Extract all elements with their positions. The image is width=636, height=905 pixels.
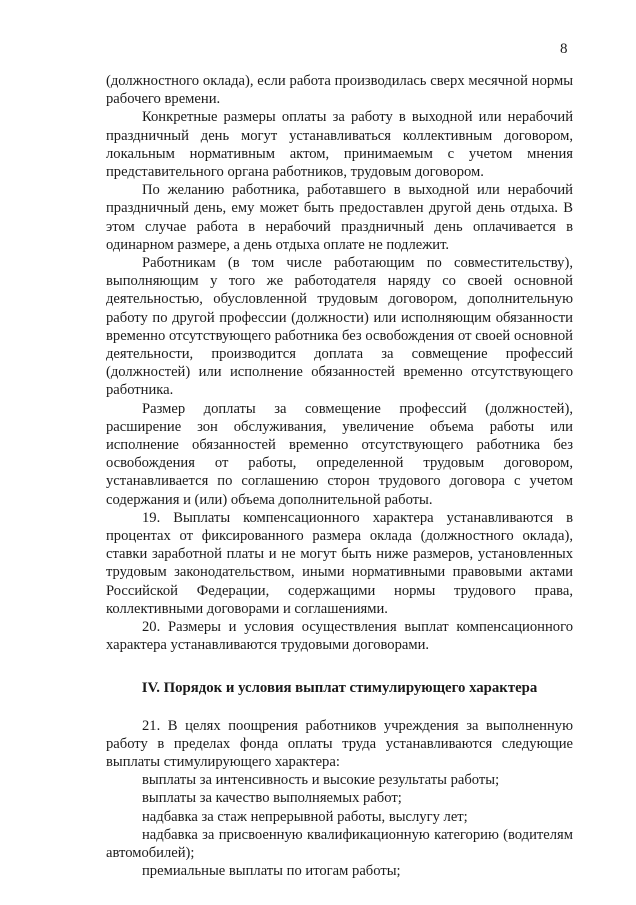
paragraph: 21. В целях поощрения работников учреждения за выполненную работу в пределах фонда оплаты труда устанавливаются следующие выплаты стимулирующего характера: bbox=[106, 717, 573, 770]
paragraph: Конкретные размеры оплаты за работу в выходной или нерабочий праздничный день могут устанавливаться коллективным договором, локальным нормативным актом, принимаемым с учетом мнения представительного органа работников, трудовым договором. bbox=[106, 109, 573, 181]
paragraph: Работникам (в том числе работающим по совместительству), выполняющим у того же работодателя наряду со своей основной деятельностью, обусловленной трудовым договором, дополнительную работу по другой профессии (должности) или исполняющим обязанности временно отсутствующего работника без освобождения от своей основной деятельности, производится доплата за совмещение профессий (должностей) или исполнение обязанностей временно отсутствующего работника. bbox=[106, 255, 573, 399]
paragraph: надбавка за стаж непрерывной работы, выслугу лет; bbox=[142, 808, 468, 825]
paragraph: 19. Выплаты компенсационного характера устанавливаются в процентах от фиксированного размера оклада (должностного оклада), ставки заработной платы и не могут быть ниже размеров, установленных трудовым законодательством, иными нормативными правовыми актами Российской Федерации, содержащими нормы трудового права, коллективными договорами и соглашениями. bbox=[106, 509, 573, 617]
section-heading: IV. Порядок и условия выплат стимулирующего характера bbox=[141, 679, 538, 696]
paragraph: выплаты за интенсивность и высокие результаты работы; bbox=[142, 772, 500, 789]
paragraph: выплаты за качество выполняемых работ; bbox=[142, 790, 402, 807]
paragraph: (должностного оклада), если работа производилась сверх месячной нормы рабочего времени. bbox=[106, 73, 573, 108]
paragraph: По желанию работника, работавшего в выходной или нерабочий праздничный день, ему может быть предоставлен другой день отдыха. В этом случае работа в нерабочий праздничный день оплачивается в одинарном размере, а день отдыха оплате не подлежит. bbox=[106, 182, 573, 253]
paragraph: Размер доплаты за совмещение профессий (должностей), расширение зон обслуживания, увеличение объема работы или исполнение обязанностей временно отсутствующего работника без освобождения от работы, определенной трудовым договором, устанавливается по соглашению сторон трудового договора с учетом содержания и (или) объема дополнительной работы. bbox=[106, 400, 573, 508]
document-body bbox=[106, 72, 573, 880]
page-number: 8 bbox=[560, 41, 568, 57]
paragraph: премиальные выплаты по итогам работы; bbox=[142, 863, 401, 880]
paragraph: 20. Размеры и условия осуществления выплат компенсационного характера устанавливаются трудовыми договорами. bbox=[106, 619, 573, 654]
top-paragraphs bbox=[106, 72, 573, 655]
paragraph: надбавка за присвоенную квалификационную категорию (водителям автомобилей); bbox=[106, 826, 573, 861]
bottom-paragraphs bbox=[106, 717, 573, 881]
